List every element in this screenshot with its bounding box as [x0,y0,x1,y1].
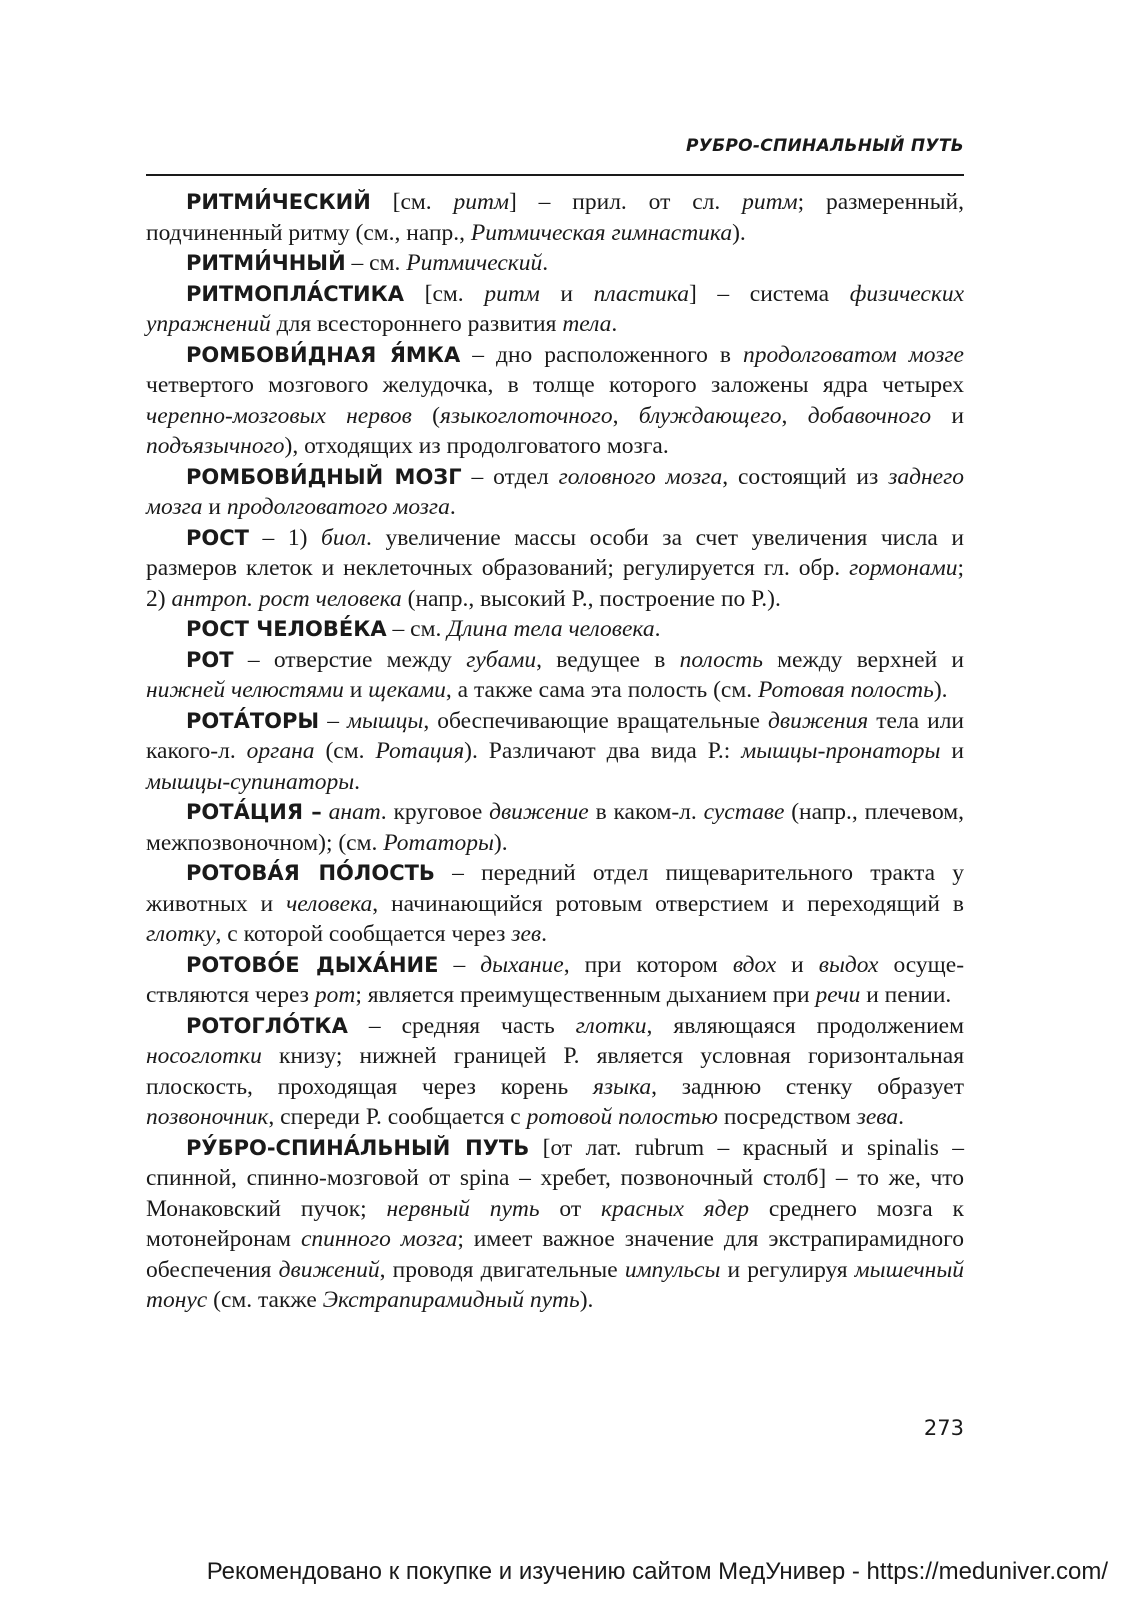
entry-italic-term: гормонами [849,555,958,581]
entry-text: ). [493,829,508,856]
entry-text: – отверстие между [233,646,467,673]
entry-italic-term: языкоглоточного [439,402,613,429]
dictionary-entry [146,858,964,950]
entry-italic-term: выдох [818,951,879,978]
entry-italic-term: тела [562,311,612,337]
entry-text: , [781,402,808,429]
entry-headword: РОТОВО́Е ДЫХА́НИЕ [186,952,439,977]
entry-italic-term: подъязычного [146,433,285,459]
dictionary-entry [146,614,964,645]
entry-text: и [940,738,965,764]
page-number: 273 [923,1416,964,1440]
entry-text: [см. [370,189,454,215]
entry-text: , а также сама эта полость (см. [445,677,758,703]
entry-italic-term: рот [314,982,356,1008]
entry-italic-term: глотки [575,1012,647,1039]
entry-text: (напр., плечевом, межпозвоночном); (см. [146,799,964,856]
entry-text: осуществляются через [146,951,965,1008]
entry-italic-term: Длина тела человека [447,616,655,642]
entry-text [322,799,329,825]
entry-italic-term: движений [278,1256,380,1283]
entry-text: . [541,921,548,947]
entry-italic-term: красных ядер [600,1195,749,1222]
entry-headword: РОМБОВИ́ДНАЯ Я́МКА [186,342,461,367]
entry-text: посредством [717,1104,857,1130]
entry-text: – [319,707,347,734]
entry-text: . круговое [380,799,490,825]
entry-italic-term: ритм [742,189,798,215]
dictionary-entry [146,950,964,1011]
entry-text: и [776,951,819,978]
entry-italic-term: продолговатого мозга [226,494,450,520]
entry-italic-term: носоглотки [146,1043,262,1069]
entry-italic-term: пластика [593,280,689,307]
entry-headword: РИТМИ́ЧЕСКИЙ [186,190,371,214]
entry-italic-term: зев [511,921,542,947]
entry-italic-term: речи [815,982,861,1008]
entry-italic-term: полость [679,646,763,673]
entry-italic-term: ритм [484,280,540,307]
dictionary-entry [146,1011,964,1133]
entry-text: . [354,768,361,795]
entry-italic-term: движение [489,799,589,825]
entry-italic-term: нервный путь [386,1195,540,1222]
entry-text: от [539,1195,601,1222]
entry-italic-term: позвоночник [146,1104,269,1130]
entry-text: ] – прил. от сл. [509,189,743,215]
entry-italic-term: глотку [146,921,216,947]
entry-text: [см. [404,280,485,307]
entry-italic-term: дыхание [480,951,564,978]
entry-headword: РОТА́ТОРЫ [186,708,320,733]
entry-text: , заднюю стенку образует [651,1073,965,1100]
entry-headword: РИТМИ́ЧНЫЙ [186,251,346,275]
entry-text: , [612,402,639,429]
entry-italic-term: вдох [732,951,777,978]
entry-italic-term: языка [592,1073,652,1100]
dictionary-entry [146,645,964,706]
entry-italic-term: Ритмический [406,250,543,276]
entry-italic-term: ротовой полостью [526,1104,718,1130]
entry-text: (напр., высокий Р., построение по Р.). [401,585,781,612]
entry-italic-term: физических упражнений [146,280,965,337]
dictionary-entry [146,1133,964,1316]
entry-text: [от лат. rubrum – красный и spinalis – спинной, спинно-мозговой от spina – хребет, позвоночный столб] – то же, что Монаковский пучок; [146,1134,965,1222]
entry-text: – см. [386,616,448,642]
entry-text: между верхней и [762,646,965,673]
entry-italic-term: мышцы-супинаторы [146,768,355,795]
dictionary-entry [146,340,964,462]
entry-text: (см. [314,738,376,764]
entry-italic-term: биол [321,524,367,551]
entry-text: – дно расположенного в [460,341,743,368]
entry-text: , обеспечивающие вращательные [423,707,769,734]
entry-text: . [898,1104,904,1130]
footer-note: Рекомендовано к покупке и изучению сайтом МедУнивер - https://meduniver.com/ [206,1558,1108,1585]
entry-text: , состоящий из [722,463,889,490]
dictionary-entry [146,797,964,858]
entry-italic-term: нижней челюстями [146,677,344,703]
running-head: РУБРО-СПИНАЛЬНЫЙ ПУТЬ [685,136,964,156]
entry-italic-term: движения [768,707,869,734]
entry-text: , ведущее в [536,646,680,673]
entry-italic-term: антроп. рост человека [171,585,402,612]
entry-italic-term: мышцы-пронаторы [741,738,941,764]
entry-headword: РОСТ ЧЕЛОВЕ́КА [186,617,387,641]
entry-text: – отдел [461,463,559,490]
entry-italic-term: заднего мозга [146,463,965,520]
entry-text: ). [933,677,948,703]
entry-text: для всестороннего развития [270,311,563,337]
entry-text: и [343,677,369,703]
entry-text: , являющаяся продолжением [646,1012,964,1039]
entry-headword: РОТ [186,647,234,672]
entry-text: книзу; нижней границей Р. является условная горизонтальная плоскость, проходящая через корень [146,1043,964,1100]
entry-headword: РИТМОПЛА́СТИКА [186,281,405,306]
entry-text: и регулируя [720,1256,855,1283]
entry-text: и пении. [860,982,952,1008]
entry-text: – средняя часть [347,1012,576,1039]
entry-text: ). Различают два вида Р.: [464,738,742,764]
entry-italic-term: Ротация [375,738,465,764]
entry-text: в каком-л. [588,799,704,825]
dictionary-entry [146,279,964,340]
entry-text: , при котором [563,951,733,978]
entry-headword: РОТОВА́Я ПО́ЛОСТЬ [186,861,435,885]
entry-text: и [931,402,965,429]
entry-headword: РОСТ [186,525,249,550]
entry-text: и [539,280,594,307]
entry-italic-term: щеками [368,677,446,703]
entry-headword: РОТА́ЦИЯ – [186,800,322,824]
entry-italic-term: суставе [703,799,785,825]
entry-text: . [611,311,618,337]
dictionary-entry [146,523,964,615]
entry-text: ; 2) [146,555,964,612]
entry-text: , с которой сообщается через [215,921,512,947]
entry-text: ] – система [688,280,850,307]
entry-italic-term: мышцы [347,707,424,734]
entry-text: четвертого мозгового желудочка, в толще которого заложены ядра четырех [146,372,964,398]
entry-text: . [542,250,549,276]
entry-text: , проводя двигательные [379,1256,625,1283]
entry-italic-term: черепно-мозговых нервов [146,402,412,429]
entry-italic-term: губами [466,646,537,673]
entry-text: ( [411,402,440,429]
entry-text: ; является преимущественным дыханием при [355,982,816,1008]
entry-italic-term: человека [286,890,373,917]
dictionary-entry [146,462,964,523]
entry-italic-term: продолговатом мозге [743,341,964,368]
entry-text: , спереди Р. сообщается с [268,1104,527,1130]
entry-text: . [654,616,661,642]
entry-headword: РУ́БРО-СПИНА́ЛЬНЫЙ ПУТЬ [186,1135,530,1160]
entry-italic-term: Ротовая полость [757,677,934,703]
entry-text: ). [732,219,746,246]
header-rule [146,174,964,176]
entry-italic-term: Ритмическая гимнастика [470,219,733,246]
entry-italic-term: добавочного [807,402,932,429]
entry-text: – 1) [248,524,322,551]
dictionary-entries [146,187,964,1316]
dictionary-entry [146,248,964,279]
entry-text: и [202,494,227,520]
entry-italic-term: блуждающего [638,402,782,429]
dictionary-entry [146,187,964,248]
entry-italic-term: ритм [453,189,509,215]
entry-text: – [438,951,481,978]
dictionary-entry [146,706,964,798]
entry-italic-term: спинного мозга [300,1226,458,1252]
entry-text: ; имеет важное значение для экстрапирамидного обеспечения [146,1226,964,1283]
entry-text: ), отходящих из продолговатого мозга. [284,433,669,459]
entry-text: ). [579,1287,594,1313]
entry-italic-term: анат [328,799,381,825]
entry-text: . [449,494,456,520]
entry-text: среднего мозга к мотонейронам [146,1195,964,1252]
entry-text: тела или какого-л. [146,707,964,764]
entry-text: – передний отдел пищеварительного тракта у животных и [146,860,965,917]
entry-italic-term: головного мозга [558,463,723,490]
entry-italic-term: органа [246,738,315,764]
entry-headword: РОМБОВИ́ДНЫЙ МОЗГ [186,464,462,489]
entry-headword: РОТОГЛО́ТКА [186,1013,348,1038]
entry-text: (см. также [207,1287,323,1313]
entry-italic-term: импульсы [624,1256,721,1283]
entry-italic-term: Ротаторы [383,829,494,856]
entry-text: . увеличение массы особи за счет увеличения числа и размеров клеток и неклеточных образований; регулируется гл. обр. [146,524,964,581]
entry-text: ; размеренный, подчиненный ритму (см., напр., [146,189,964,246]
entry-italic-term: мышечный тонус [146,1256,964,1313]
entry-text: – см. [345,250,407,276]
entry-text: , начинающийся ротовым отверстием и переходящий в [372,890,964,917]
entry-italic-term: Экстрапирамидный путь [322,1287,580,1313]
entry-italic-term: зева [856,1104,899,1130]
